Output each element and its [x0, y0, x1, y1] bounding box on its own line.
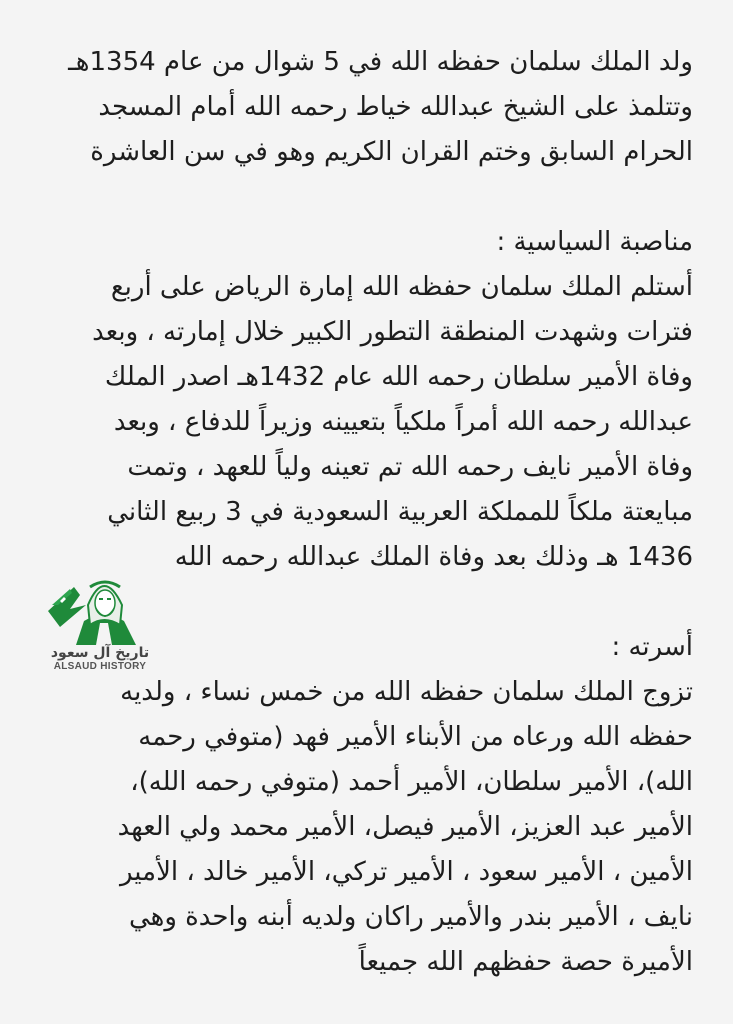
- family-line: الله)، الأمير سلطان، الأمير أحمد (متوفي رحمه الله)،: [130, 767, 693, 797]
- family-line: الأمين ، الأمير سعود ، الأمير تركي، الأمير خالد ، الأمير: [119, 857, 693, 887]
- logo-english-text: ALSAUD HISTORY: [53, 661, 147, 672]
- article-body: [30, 40, 693, 985]
- family-line: الأمير عبد العزيز، الأمير فيصل، الأمير محمد ولي العهد: [117, 812, 693, 842]
- political-positions-heading: مناصبة السياسية :: [496, 227, 693, 257]
- family-heading: أسرته :: [611, 632, 693, 662]
- political-line: 1436 هـ وذلك بعد وفاة الملك عبدالله رحمه الله: [174, 542, 693, 572]
- political-line: عبدالله رحمه الله أمراً ملكياً بتعيينه وزيراً للدفاع ، وبعد: [113, 407, 693, 437]
- political-line: وفاة الأمير نايف رحمه الله تم تعينه ولياً للعهد ، وتمت: [127, 452, 693, 482]
- king-portrait-emblem-icon: [40, 565, 160, 645]
- paragraph-gap: [30, 175, 693, 220]
- intro-line: وتتلمذ على الشيخ عبدالله خياط رحمه الله أمام المسجد: [98, 92, 693, 122]
- logo-arabic-text: تاريخ آل سعود: [50, 645, 150, 661]
- intro-line: ولد الملك سلمان حفظه الله في 5 شوال من عام 1354هـ: [68, 47, 693, 77]
- family-line: الأميرة حصة حفظهم الله جميعاً: [358, 947, 693, 977]
- political-line: وفاة الأمير سلطان رحمه الله عام 1432هـ اصدر الملك: [104, 362, 693, 392]
- political-line: فترات وشهدت المنطقة التطور الكبير خلال إمارته ، وبعد: [92, 317, 693, 347]
- family-line: حفظه الله ورعاه من الأبناء الأمير فهد (متوفي رحمه: [138, 722, 693, 752]
- family-line: نايف ، الأمير بندر والأمير راكان ولديه أبنه واحدة وهي: [128, 902, 693, 932]
- political-line: أستلم الملك سلمان حفظه الله إمارة الرياض على أربع: [110, 272, 693, 302]
- political-line: مبايعتة ملكاً للمملكة العربية السعودية في 3 ربيع الثاني: [107, 497, 693, 527]
- family-line: تزوج الملك سلمان حفظه الله من خمس نساء ، ولديه: [120, 677, 693, 707]
- alsaud-history-logo: [38, 565, 162, 685]
- intro-line: الحرام السابق وختم القران الكريم وهو في سن العاشرة: [90, 137, 693, 167]
